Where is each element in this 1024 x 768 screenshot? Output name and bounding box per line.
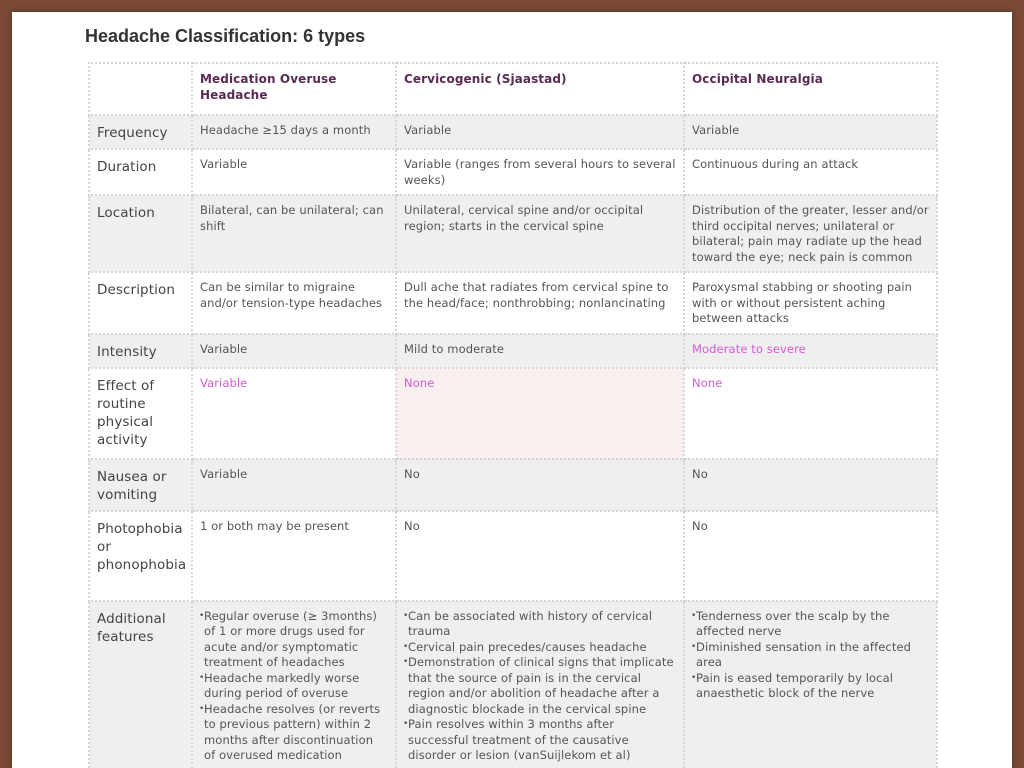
row-label-location: Location — [89, 195, 192, 272]
table-cell: Distribution of the greater, lesser and/or third occipital nerves; unilateral or bilateral; pain may radiate up the head toward the eye; neck pain is common — [684, 195, 937, 272]
table-cell: No — [396, 459, 684, 511]
slide — [12, 12, 1012, 768]
table-cell: Variable — [396, 115, 684, 149]
header-cervicogenic: Cervicogenic (Sjaastad) — [396, 63, 684, 115]
row-label-frequency: Frequency — [89, 115, 192, 149]
header-cell-empty — [89, 63, 192, 115]
table-row — [89, 459, 937, 511]
table-row — [89, 368, 937, 459]
table-cell: No — [684, 459, 937, 511]
classification-table — [88, 62, 938, 768]
table-cell — [192, 601, 396, 768]
list-item: • Headache markedly worse during period of overuse — [200, 671, 388, 702]
table-cell — [396, 601, 684, 768]
row-label-intensity: Intensity — [89, 334, 192, 368]
table-row — [89, 601, 937, 768]
table-cell — [684, 601, 937, 768]
list-item: • Tenderness over the scalp by the affected nerve — [692, 609, 929, 640]
table-cell-highlighted: Moderate to severe — [684, 334, 937, 368]
list-item: • Regular overuse (≥ 3months) of 1 or more drugs used for acute and/or symptomatic treatment of headaches — [200, 609, 388, 671]
row-label-nausea: Nausea or vomiting — [89, 459, 192, 511]
table-row — [89, 334, 937, 368]
table-cell-highlighted: Variable — [192, 368, 396, 459]
table-cell: Bilateral, can be unilateral; can shift — [192, 195, 396, 272]
row-label-duration: Duration — [89, 149, 192, 195]
slide-title: Headache Classification: 6 types — [85, 26, 366, 46]
table-cell: No — [684, 511, 937, 601]
table-cell-highlighted: None — [396, 368, 684, 459]
row-label-photophobia: Photophobia or phonophobia — [89, 511, 192, 601]
header-occipital-neuralgia: Occipital Neuralgia — [684, 63, 937, 115]
table-cell: Continuous during an attack — [684, 149, 937, 195]
list-item: • Headache resolves (or reverts to previous pattern) within 2 months after discontinuation of overused medication — [200, 702, 388, 764]
list-item: • Demonstration of clinical signs that implicate that the source of pain is in the cervical region and/or abolition of headache after a diagnostic blockade in the cervical spine — [404, 655, 676, 717]
table-cell: Dull ache that radiates from cervical spine to the head/face; nonthrobbing; nonlancinating — [396, 272, 684, 334]
row-label-additional-features: Additional features — [89, 601, 192, 768]
table-cell: Variable — [192, 459, 396, 511]
bullet-list — [692, 609, 929, 702]
table-cell: Mild to moderate — [396, 334, 684, 368]
table-cell: Paroxysmal stabbing or shooting pain with or without persistent aching between attacks — [684, 272, 937, 334]
table-cell: Variable — [192, 334, 396, 368]
table-cell: Can be similar to migraine and/or tension-type headaches — [192, 272, 396, 334]
list-item: • Can be associated with history of cervical trauma — [404, 609, 676, 640]
table-row — [89, 195, 937, 272]
bullet-list — [404, 609, 676, 764]
table-cell-highlighted: None — [684, 368, 937, 459]
list-item: • Pain resolves within 3 months after successful treatment of the causative disorder or lesion (vanSuijlekom et al) — [404, 717, 676, 764]
row-label-physical-activity: Effect of routine physical activity — [89, 368, 192, 459]
bullet-list — [200, 609, 388, 764]
table-cell: Variable — [192, 149, 396, 195]
list-item: • Diminished sensation in the affected area — [692, 640, 929, 671]
table-row — [89, 511, 937, 601]
table-cell: Headache ≥15 days a month — [192, 115, 396, 149]
table-row — [89, 272, 937, 334]
table-row — [89, 115, 937, 149]
table-row — [89, 149, 937, 195]
row-label-description: Description — [89, 272, 192, 334]
table-cell: Variable — [684, 115, 937, 149]
table-cell: No — [396, 511, 684, 601]
list-item: • Cervical pain precedes/causes headache — [404, 640, 676, 656]
table-cell: Variable (ranges from several hours to several weeks) — [396, 149, 684, 195]
table-header-row — [89, 63, 937, 115]
table-cell: 1 or both may be present — [192, 511, 396, 601]
table-cell: Unilateral, cervical spine and/or occipital region; starts in the cervical spine — [396, 195, 684, 272]
list-item: • Pain is eased temporarily by local anaesthetic block of the nerve — [692, 671, 929, 702]
header-medication-overuse: Medication Overuse Headache — [192, 63, 396, 115]
